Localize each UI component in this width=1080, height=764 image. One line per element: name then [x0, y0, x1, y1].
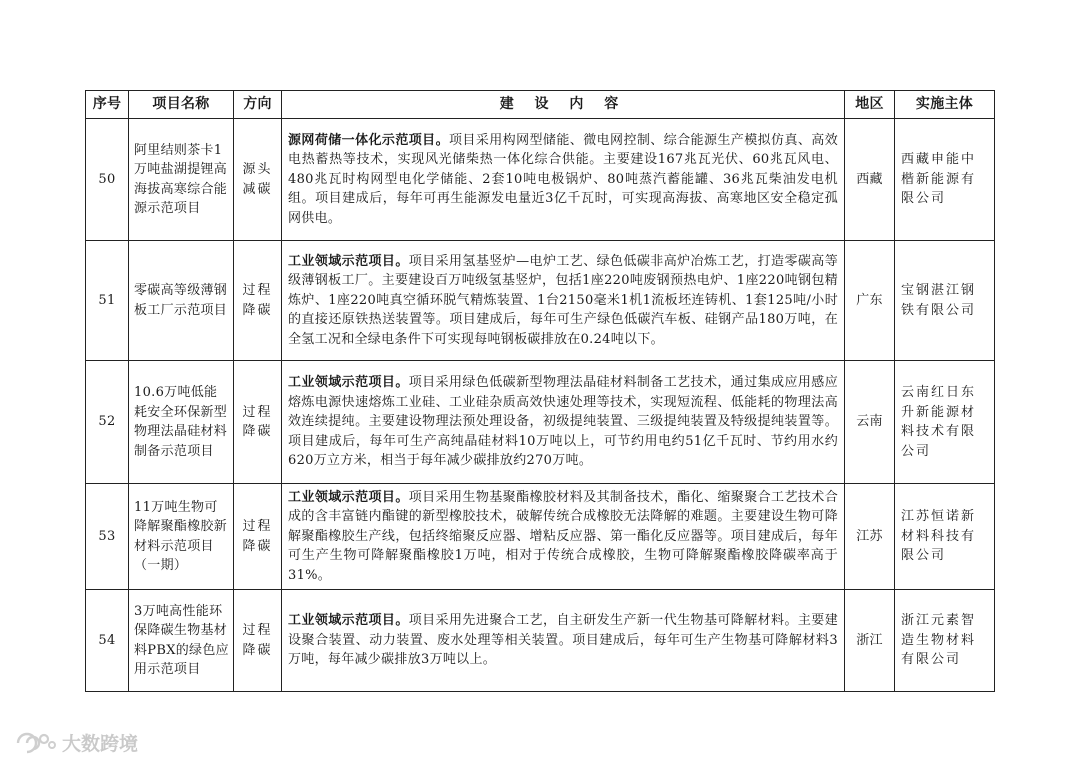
project-org: 云南红日东升新能源材料技术有限公司: [895, 361, 995, 484]
table-row: [86, 361, 995, 484]
row-number: 52: [86, 361, 129, 484]
project-region: 西藏: [845, 119, 895, 241]
project-content: [282, 484, 845, 590]
project-table: [85, 90, 995, 692]
row-number: 53: [86, 484, 129, 590]
header-org: 实施主体: [895, 91, 995, 119]
table-row: [86, 484, 995, 590]
watermark-text: 大数跨境: [62, 733, 139, 755]
project-region: 浙江: [845, 590, 895, 692]
row-number: 50: [86, 119, 129, 241]
project-direction: 过程降碳: [234, 241, 282, 361]
project-name: 3万吨高性能环保降碳生物基材料PBX的绿色应用示范项目: [129, 590, 234, 692]
content-body: 项目采用生物基聚酯橡胶材料及其制备技术，酯化、缩聚聚合工艺技术合成的含丰富链内酯键的新型橡胶技术，破解传统合成橡胶无法降解的难题。主要建设生物可降解聚酯橡胶生产线，包括终缩聚反应器、增粘反应器、第一酯化反应器等。项目建成后，每年可生产生物可降解聚酯橡胶1万吨，相对于传统合成橡胶，生物可降解聚酯橡胶降碳率高于31%。: [288, 489, 838, 583]
header-direction: 方向: [234, 91, 282, 119]
project-direction: 过程降碳: [234, 484, 282, 590]
content-body: 项目采用先进聚合工艺，自主研发生产新一代生物基可降解材料。主要建设聚合装置、动力装置、废水处理等相关装置。项目建成后，每年可生产生物基可降解材料3万吨，每年减少碳排放3万吨以上。: [288, 613, 838, 668]
table-header-row: [86, 91, 995, 119]
project-org: 宝钢湛江钢铁有限公司: [895, 241, 995, 361]
header-region: 地区: [845, 91, 895, 119]
project-org: 西藏申能中楷新能源有限公司: [895, 119, 995, 241]
content-body: 项目采用绿色低碳新型物理法晶硅材料制备工艺技术，通过集成应用感应熔炼电源快速熔炼工业硅、工业硅杂质高效快速处理等技术，实现短流程、低能耗的物理法高效连续提纯。主要建设物理法预处理设备，初级提纯装置、三级提纯装置及特级提纯装置等。项目建成后，每年可生产高纯晶硅材料10万吨以上，可节约用电约51亿千瓦时、节约用水约620万立方米，相当于每年减少碳排放约270万吨。: [288, 375, 838, 469]
content-lead: 工业领域示范项目。: [288, 489, 409, 505]
project-direction: 过程降碳: [234, 361, 282, 484]
content-body: 项目采用氢基竖炉—电炉工艺、绿色低碳非高炉冶炼工艺，打造零碳高等级薄钢板工厂。主要建设百万吨级氢基竖炉，包括1座220吨废钢预热电炉、1座220吨钢包精炼炉、1座220吨真空循环脱气精炼装置、1台2150毫米1机1流板坯连铸机、1套125吨/小时的直接还原铁热送装置等。项目建成后，每年可生产绿色低碳汽车板、硅钢产品180万吨，在全氢工况和全绿电条件下可实现每吨钢板碳排放在0.24吨以下。: [288, 253, 838, 347]
project-org: 江苏恒诺新材料科技有限公司: [895, 484, 995, 590]
header-content: 建 设 内 容: [282, 91, 845, 119]
project-region: 江苏: [845, 484, 895, 590]
content-lead: 源网荷储一体化示范项目。: [288, 132, 450, 148]
header-no: 序号: [86, 91, 129, 119]
project-name: 阿里结则茶卡1万吨盐湖提锂高海拔高寒综合能源示范项目: [129, 119, 234, 241]
brand-logo-icon: [14, 730, 58, 756]
project-direction: 过程降碳: [234, 590, 282, 692]
project-name: 零碳高等级薄钢板工厂示范项目: [129, 241, 234, 361]
project-org: 浙江元素智造生物材料有限公司: [895, 590, 995, 692]
project-name: 11万吨生物可降解聚酯橡胶新材料示范项目（一期）: [129, 484, 234, 590]
row-number: 51: [86, 241, 129, 361]
project-region: 云南: [845, 361, 895, 484]
project-name: 10.6万吨低能耗安全环保新型物理法晶硅材料制备示范项目: [129, 361, 234, 484]
row-number: 54: [86, 590, 129, 692]
project-content: [282, 361, 845, 484]
table-row: [86, 119, 995, 241]
watermark: [14, 729, 138, 756]
content-lead: 工业领域示范项目。: [288, 613, 409, 629]
project-direction: 源头减碳: [234, 119, 282, 241]
content-body: 项目采用构网型储能、微电网控制、综合能源生产模拟仿真、高效电热蓄热等技术，实现风光储柴热一体化综合供能。主要建设167兆瓦光伏、60兆瓦风电、480兆瓦时构网型电化学储能、2套10吨电极锅炉、80吨蒸汽蓄能罐、36兆瓦柴油发电机组。项目建成后，每年可再生能源发电量近3亿千瓦时，可实现高海拔、高寒地区安全稳定孤网供电。: [288, 132, 838, 226]
table-row: [86, 590, 995, 692]
header-name: 项目名称: [129, 91, 234, 119]
project-content: [282, 241, 845, 361]
project-content: [282, 119, 845, 241]
content-lead: 工业领域示范项目。: [288, 375, 409, 391]
table-row: [86, 241, 995, 361]
project-region: 广东: [845, 241, 895, 361]
project-content: [282, 590, 845, 692]
content-lead: 工业领域示范项目。: [288, 253, 409, 269]
